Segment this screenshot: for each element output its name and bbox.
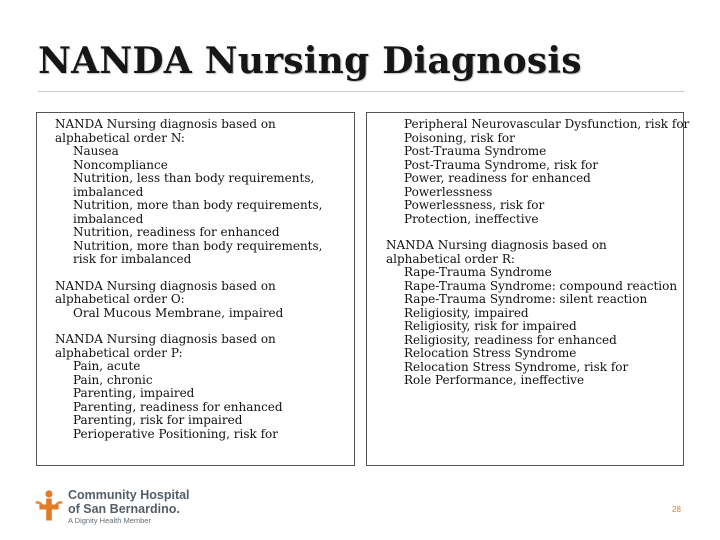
list-item: Nutrition, readiness for enhanced — [73, 225, 280, 239]
right-content-box — [366, 112, 690, 466]
list-item: Powerlessness, risk for — [404, 198, 545, 212]
section-heading: NANDA Nursing diagnosis based on alphabetical order P: — [55, 332, 276, 360]
list-item: Pain, chronic — [73, 372, 153, 387]
diagnosis-list — [55, 145, 346, 267]
list-item: Noncompliance — [73, 157, 168, 172]
section-heading: NANDA Nursing diagnosis based on alphabetical order O: — [55, 278, 276, 306]
list-item: Religiosity, readiness for enhanced — [404, 332, 617, 347]
left-content-box — [36, 112, 355, 466]
list-item: Rape-Trauma Syndrome: silent reaction — [404, 292, 648, 306]
list-item: Post-Trauma Syndrome — [404, 144, 547, 158]
list-item: Nutrition, more than body requirements, imbalanced — [73, 198, 323, 226]
title-divider — [38, 91, 684, 92]
page-number: 28 — [672, 505, 681, 514]
diagnosis-list — [55, 307, 346, 321]
list-item: Pain, acute — [73, 359, 141, 373]
hospital-logo — [34, 487, 194, 529]
continued-diagnosis-list — [386, 117, 690, 226]
list-item: Nutrition, less than body requirements, imbalanced — [73, 171, 315, 199]
section-n — [55, 118, 346, 267]
list-item: Nausea — [73, 144, 119, 158]
list-item: Relocation Stress Syndrome — [404, 346, 577, 360]
slide-title: NANDA Nursing Diagnosis — [38, 40, 582, 82]
section-p — [55, 333, 346, 441]
list-item: Parenting, impaired — [73, 386, 195, 400]
list-item: Role Performance, ineffective — [404, 373, 585, 387]
diagnosis-list — [386, 266, 683, 388]
list-item: Religiosity, impaired — [404, 305, 529, 320]
list-item: Power, readiness for enhanced — [404, 171, 591, 185]
community-hospital-cross-figure-icon — [34, 489, 64, 523]
diagnosis-list — [55, 360, 346, 441]
list-item: Parenting, readiness for enhanced — [73, 399, 283, 414]
section-heading: NANDA Nursing diagnosis based on alphabetical order R: — [386, 238, 607, 266]
logo-tagline: A Dignity Health Member — [68, 516, 151, 525]
section-o — [55, 280, 346, 321]
section-r — [386, 239, 683, 388]
list-item: Perioperative Positioning, risk for — [73, 426, 278, 441]
list-item: Oral Mucous Membrane, impaired — [73, 305, 284, 320]
list-item: Rape-Trauma Syndrome: compound reaction — [404, 278, 678, 293]
logo-line2: of San Bernardino. — [68, 502, 180, 516]
list-item: Parenting, risk for impaired — [73, 413, 243, 427]
list-item: Protection, ineffective — [404, 211, 539, 226]
list-item: Peripheral Neurovascular Dysfunction, risk for — [404, 117, 690, 131]
list-item: Poisoning, risk for — [404, 130, 515, 145]
list-item: Powerlessness — [404, 184, 493, 199]
logo-text — [68, 488, 190, 526]
list-item: Religiosity, risk for impaired — [404, 319, 577, 333]
list-item: Post-Trauma Syndrome, risk for — [404, 157, 599, 172]
section-heading: NANDA Nursing diagnosis based on alphabetical order N: — [55, 117, 276, 145]
list-item: Relocation Stress Syndrome, risk for — [404, 359, 629, 374]
logo-line1: Community Hospital — [68, 488, 190, 502]
list-item: Nutrition, more than body requirements, risk for imbalanced — [73, 238, 323, 266]
list-item: Rape-Trauma Syndrome — [404, 265, 552, 279]
